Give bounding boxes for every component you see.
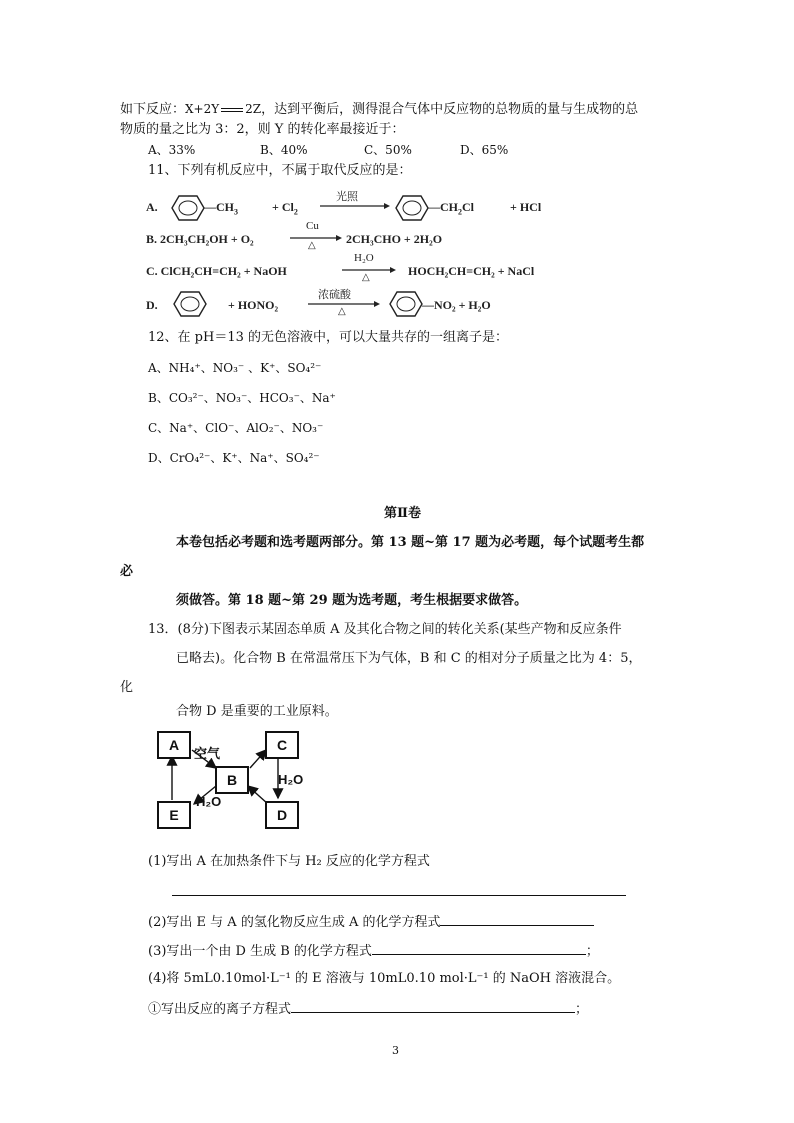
q13-sub4-1-row (148, 1000, 588, 1018)
rxn-c-solvent: H₂O (354, 252, 374, 264)
q12-option-d: D、CrO₄²⁻、K⁺、Na⁺、SO₄²⁻ (148, 451, 320, 465)
answer-line-1[interactable] (172, 895, 626, 896)
rxn-b-reactants: B. 2CH₃CH₂OH + O₂ (146, 232, 254, 246)
node-e: E (157, 801, 191, 829)
q10-equation-right: 2Z (245, 102, 262, 116)
q13-sub3-end: ； (585, 944, 599, 959)
rxn-d-catalyst: 浓硫酸 (318, 289, 351, 301)
q13-sub1: (1)写出 A 在加热条件下与 H₂ 反应的化学方程式 (148, 854, 430, 869)
q13-sub4-1: ①写出反应的离子方程式 (148, 1002, 292, 1017)
q10-option-a: A、33% (148, 143, 196, 157)
rxn-c-reactants: C. ClCH₂CH=CH₂ + NaOH (146, 264, 287, 278)
q12-option-a: A、NH₄⁺、NO₃⁻ 、K⁺、SO₄²⁻ (148, 361, 322, 375)
question-10-line2: 物质的量之比为 3：2，则 Y 的转化率最接近于： (120, 122, 405, 137)
rxn-b-arrow-icon (290, 234, 342, 242)
rxn-b-products: 2CH₃CHO + 2H₂O (346, 232, 443, 246)
question-12-stem: 12、在 pH＝13 的无色溶液中，可以大量共存的一组离子是： (148, 330, 509, 345)
benzene-ring-icon (170, 194, 206, 222)
q13-sub3: (3)写出一个由 D 生成 B 的化学方程式 (148, 944, 372, 959)
q10-option-d: D、65% (460, 143, 509, 157)
label-h2o-left: H₂O (196, 794, 222, 809)
rxn-d-products: —NO₂ + H₂O (422, 298, 491, 312)
rxn-b-heat: △ (308, 240, 316, 251)
q13-sub2: (2)写出 E 与 A 的氢化物反应生成 A 的化学方程式 (148, 915, 441, 930)
rxn-a-condition: 光照 (336, 191, 358, 203)
label-h2o-right: H₂O (278, 772, 304, 787)
q13-sub4: (4)将 5mL0.10mol·L⁻¹ 的 E 溶液与 10mL0.10 mol·L⁻¹ 的 NaOH 溶液混合。 (148, 971, 621, 986)
rxn-b-catalyst: Cu (306, 220, 319, 232)
section-title: 第Ⅱ卷 (384, 506, 421, 521)
q10-option-b: B、40% (260, 143, 308, 157)
benzene-ring-icon (388, 290, 424, 318)
question-13-wrap: 化 (120, 680, 134, 695)
rxn-a-label: A. (146, 200, 158, 214)
rxn-c-products: HOCH₂CH=CH₂ + NaCl (408, 264, 535, 278)
benzene-ring-icon (172, 290, 208, 318)
answer-line-3[interactable] (372, 942, 586, 955)
rxn-a-cl2: + $Cl_2$ (272, 200, 298, 217)
label-air: 空气 (194, 746, 221, 761)
node-b: B (215, 766, 249, 794)
node-d: D (265, 801, 299, 829)
question-10-line1 (120, 101, 638, 118)
rxn-d-heat: △ (338, 306, 346, 317)
node-a: A (157, 731, 191, 759)
question-13-line2: 已略去)。化合物 B 在常温常压下为气体，B 和 C 的相对分子质量之比为 4：5， (176, 651, 642, 666)
rxn-a-arrow-icon (320, 202, 390, 210)
page-number: 3 (392, 1044, 399, 1057)
q10-text-b: ，达到平衡后，测得混合气体中反应物的总物质的量与生成物的总 (261, 102, 639, 117)
equilibrium-sign (221, 108, 243, 112)
benzene-ring-icon (394, 194, 430, 222)
q10-text-a: 如下反应： (120, 102, 186, 117)
rxn-a-product: $—CH_2Cl$ (428, 200, 474, 217)
q13-sub2-row (148, 913, 594, 931)
rxn-a-hcl: + HCl (510, 200, 542, 214)
q10-option-c: C、50% (364, 143, 412, 157)
q12-option-b: B、CO₃²⁻、NO₃⁻、HCO₃⁻、Na⁺ (148, 391, 336, 405)
rxn-d-reagent: + HONO₂ (228, 298, 279, 312)
q13-sub4-1-end: ； (575, 1002, 589, 1017)
q13-sub3-row (148, 942, 599, 960)
answer-line-2[interactable] (440, 913, 594, 926)
node-c: C (265, 731, 299, 759)
section-intro-wrap: 必 (120, 564, 134, 579)
q10-equation-left: X+2Y (185, 102, 220, 116)
q12-option-c: C、Na⁺、ClO⁻、AlO₂⁻、NO₃⁻ (148, 421, 324, 435)
question-13-line1: 13．(8分)下图表示某固态单质 A 及其化合物之间的转化关系(某些产物和反应条件 (148, 622, 622, 637)
question-13-line3: 合物 D 是重要的工业原料。 (176, 704, 338, 719)
section-intro-line1: 本卷包括必考题和选考题两部分。第 13 题~第 17 题为必考题，每个试题考生都 (176, 535, 645, 550)
section-intro-line2: 须做答。第 18 题~第 29 题为选考题，考生根据要求做答。 (176, 593, 528, 608)
rxn-d-label: D. (146, 298, 158, 312)
question-11-stem: 11、下列有机反应中，不属于取代反应的是： (148, 163, 412, 178)
rxn-a-ch3: $—CH_3$ (204, 200, 238, 217)
answer-line-4[interactable] (291, 1000, 575, 1013)
rxn-c-heat: △ (362, 272, 370, 283)
